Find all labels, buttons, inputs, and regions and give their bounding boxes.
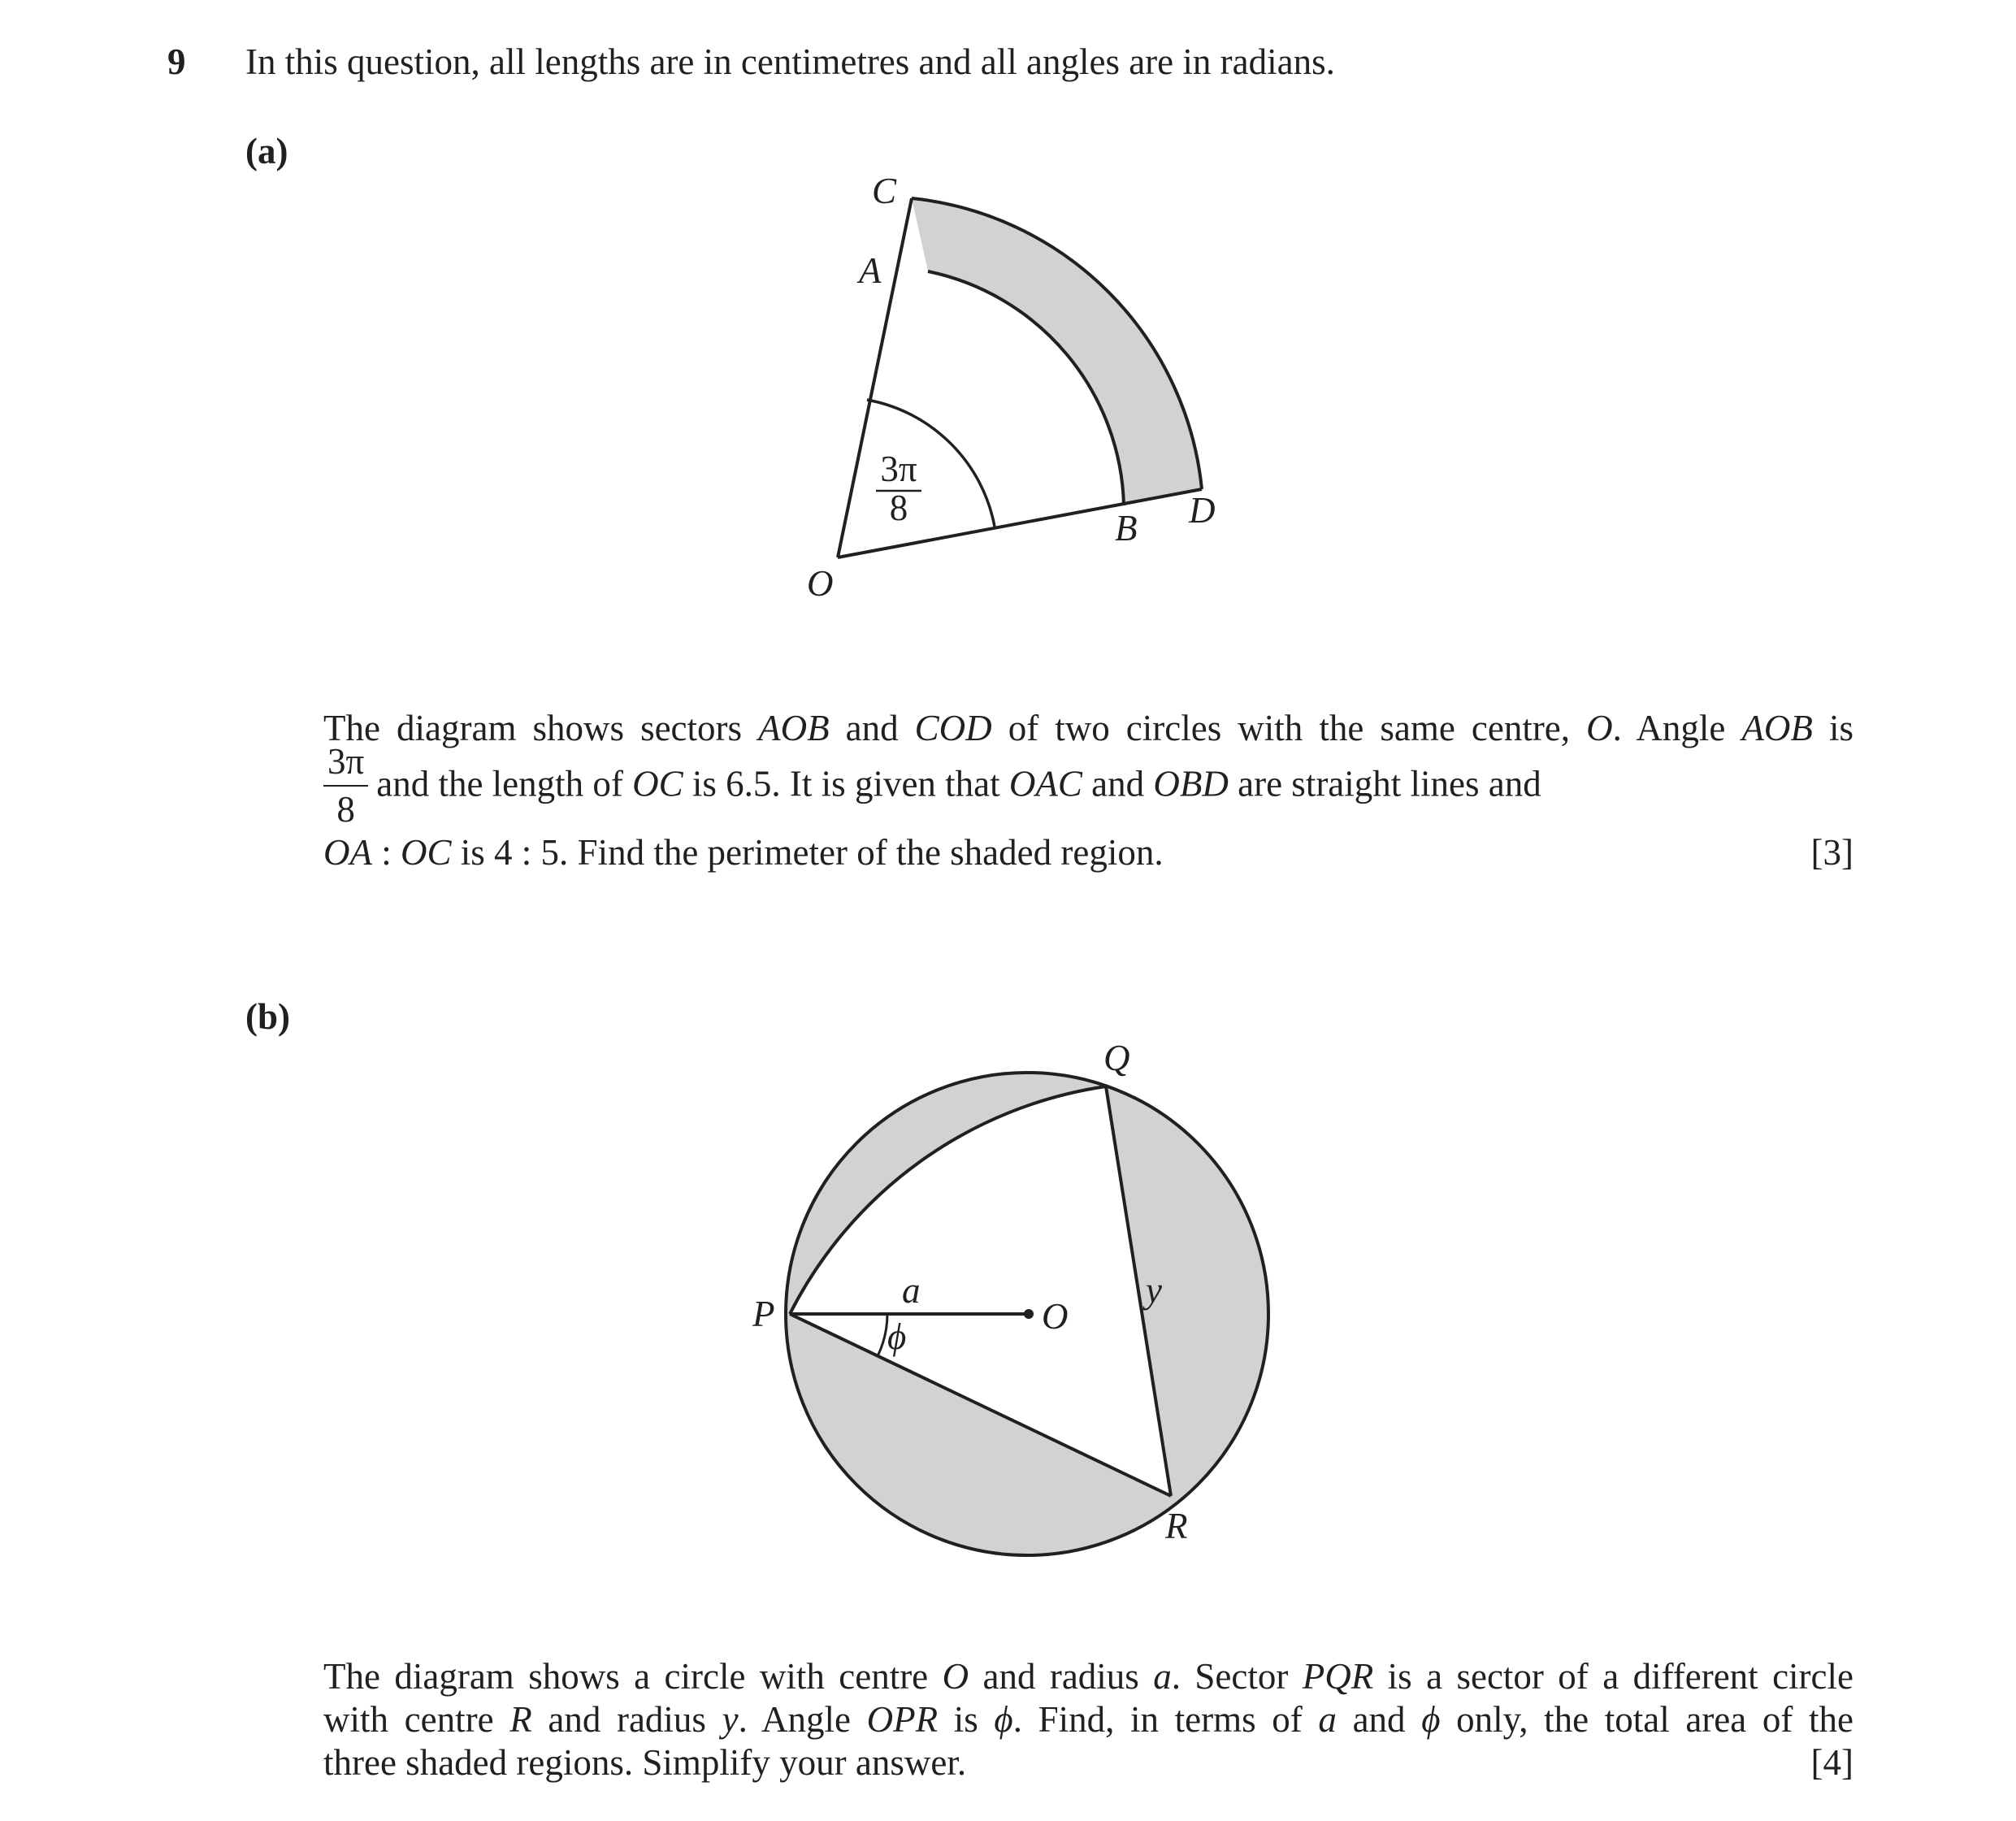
- question-number: 9: [167, 41, 186, 82]
- label-y: y: [1146, 1270, 1162, 1311]
- part-b-line-1: The diagram shows a circle with centre O and radius a. Sector PQR is a sector of a different circle: [323, 1656, 1853, 1697]
- label-o-b: O: [1042, 1296, 1069, 1337]
- centre-o-dot: [1024, 1309, 1034, 1319]
- label-o-a: O: [807, 563, 834, 604]
- part-b-label: (b): [245, 996, 290, 1037]
- angle-denominator: 8: [889, 488, 908, 528]
- part-a-line-2: $\frac{3\pi}{8}$ and the length of OC is 6.5. It is given that OAC and OBD are straight lines and: [323, 745, 1853, 830]
- part-a-line-1: The diagram shows sectors AOB and COD of two circles with the same centre, O. Angle AOB is: [323, 708, 1853, 748]
- part-a-text: [323, 707, 1853, 874]
- label-q: Q: [1103, 1038, 1130, 1078]
- part-a-label: (a): [245, 131, 288, 171]
- angle-fraction: $\frac{3\pi}{8}$: [323, 744, 368, 828]
- label-d: D: [1189, 490, 1216, 531]
- angle-numerator: 3π: [880, 449, 917, 489]
- part-b-diagram: [0, 1008, 2016, 1593]
- label-a-radius: a: [902, 1270, 921, 1311]
- part-b-marks: [4]: [1810, 1742, 1853, 1783]
- part-b-line-2: with centre R and radius y. Angle OPR is ϕ. Find, in terms of a and ϕ only, the total area of the: [323, 1699, 1853, 1740]
- label-a: A: [859, 250, 882, 291]
- label-r: R: [1165, 1506, 1188, 1546]
- question-intro: In this question, all lengths are in centimetres and all angles are in radians.: [245, 41, 1335, 82]
- label-b: B: [1115, 508, 1138, 548]
- part-a-diagram: [0, 0, 2016, 650]
- label-phi: ϕ: [887, 1316, 907, 1357]
- label-p: P: [752, 1294, 775, 1334]
- part-a-line-3: OA : OC is 4 : 5. Find the perimeter of the shaded region. [3]: [323, 832, 1853, 873]
- part-b-text: [323, 1655, 1853, 1784]
- shaded-annulus-sector: [912, 198, 1202, 505]
- part-b-line-3: three shaded regions. Simplify your answer. [4]: [323, 1742, 1853, 1783]
- part-a-marks: [3]: [1810, 832, 1853, 873]
- label-c: C: [872, 171, 897, 211]
